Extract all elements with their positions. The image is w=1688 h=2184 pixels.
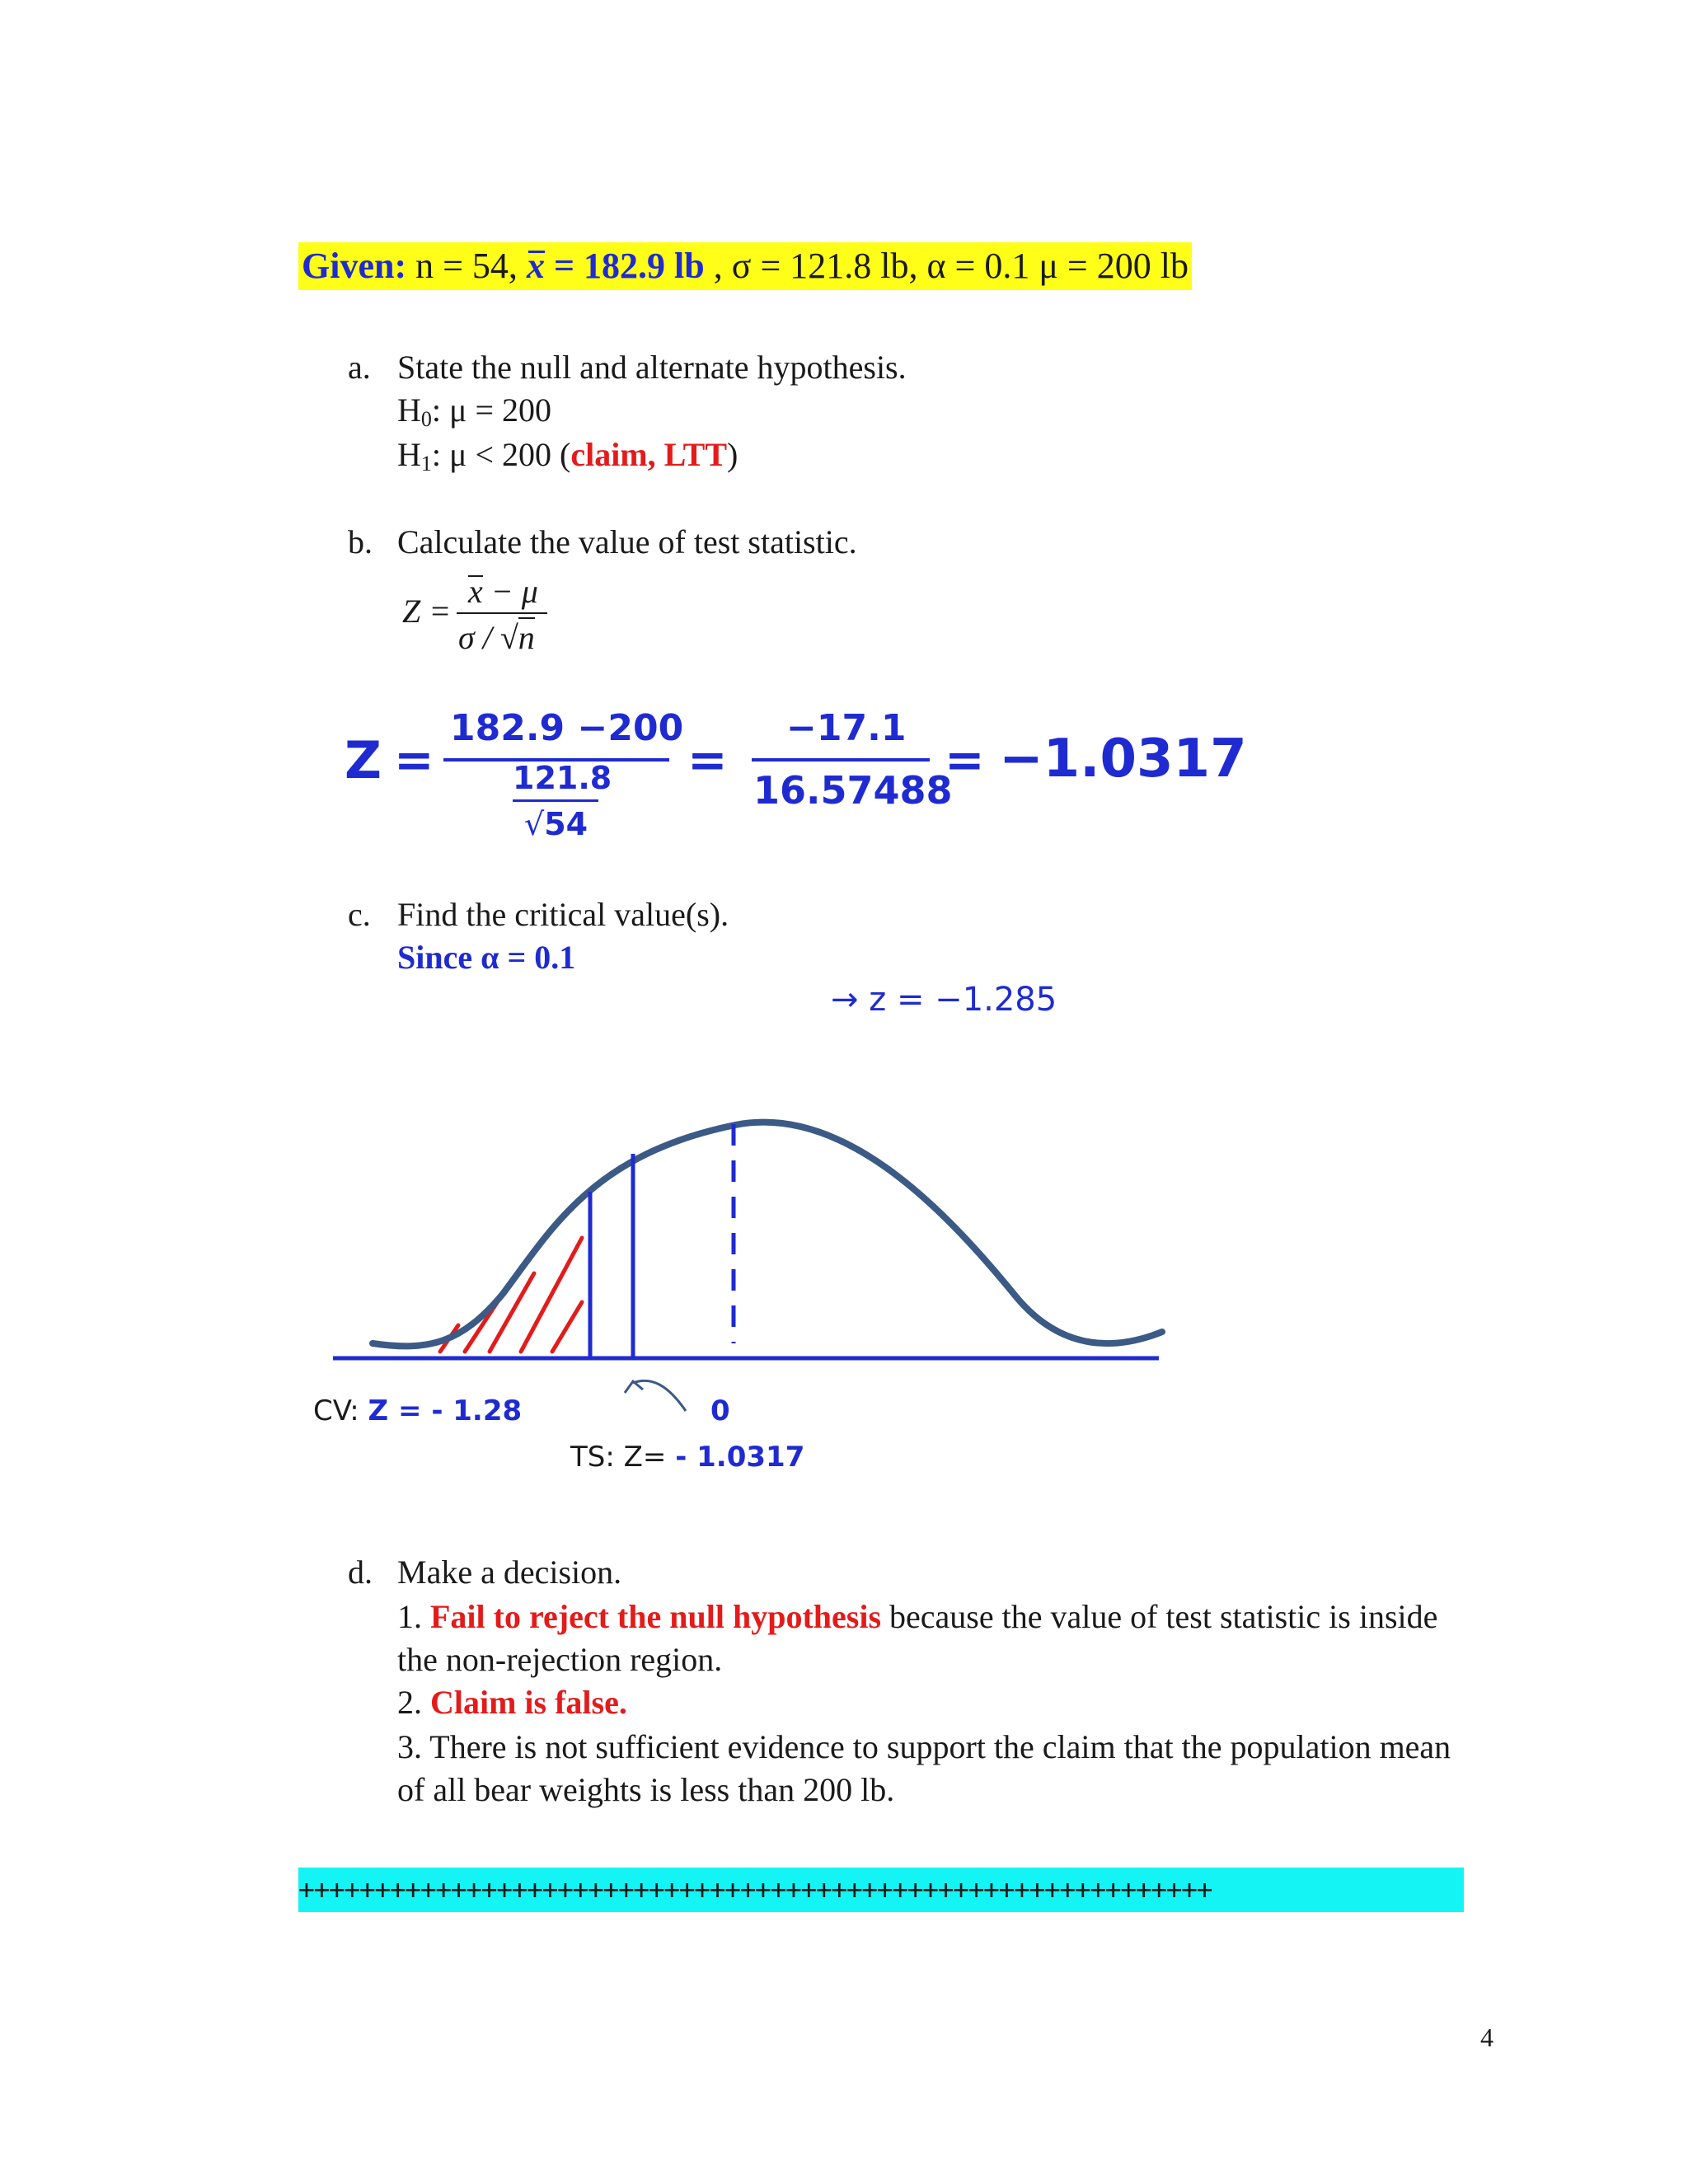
calc-eq2: = (687, 732, 728, 788)
decision-item-1-cont: the non-rejection region. (397, 1641, 723, 1678)
page-number: 4 (1480, 2022, 1493, 2052)
cv-label: CV: Z = - 1.28 (313, 1394, 523, 1427)
given-line (298, 242, 1192, 290)
calc-fraction-bar-2 (752, 758, 930, 762)
formula-fraction-bar (457, 612, 547, 614)
calc-z: Z (345, 730, 382, 790)
decision-item-3: 3. There is not sufficient evidence to support the claim that the population mean (397, 1728, 1451, 1765)
given-rest: , σ = 121.8 lb, α = 0.1 μ = 200 lb (713, 246, 1189, 286)
critical-z: → z = −1.285 (831, 981, 1057, 1019)
calc-eq3: = (945, 732, 985, 788)
calc-numerator: 182.9 −200 (450, 707, 684, 749)
formula-numerator: x − μ (468, 573, 538, 610)
part-c-label: c. (348, 896, 371, 933)
formula-denominator: σ / √n (458, 619, 535, 656)
null-hypothesis: $H_0$: μ = 200 (397, 391, 552, 431)
part-d-prompt: Make a decision. (397, 1554, 622, 1591)
decision-item-1: 1. Fail to reject the null hypothesis because the value of test statistic is inside (397, 1598, 1438, 1635)
ts-label: TS: Z= - 1.0317 (570, 1441, 805, 1474)
calc-inner-denominator: √54 (524, 806, 588, 842)
given-xbar-symbol: x (527, 242, 545, 290)
decision-item-3-cont: of all bear weights is less than 200 lb. (397, 1771, 895, 1808)
decision-item-2: 2. Claim is false. (397, 1684, 627, 1721)
zero-label: 0 (710, 1394, 730, 1427)
part-b-label: b. (348, 523, 373, 560)
pointer-arrow (633, 1380, 686, 1411)
calc-inner-fraction-bar (513, 799, 598, 802)
claim-ltt: claim, LTT (570, 436, 727, 473)
alternate-hypothesis: $H_1$: μ < 200 (claim, LTT) (397, 436, 738, 476)
pointer-arrowhead (625, 1381, 643, 1393)
calc-result: −1.0317 (999, 729, 1247, 790)
calc-eq1: = (394, 732, 434, 788)
part-d-label: d. (348, 1554, 373, 1591)
plus-separator: ++++++++++++++++++++++++++++++++++++++++++++++++++++++++++++ (298, 1868, 1464, 1912)
given-label: Given: (302, 246, 407, 286)
given-n: n = 54, (415, 246, 518, 286)
part-c-prompt: Find the critical value(s). (397, 896, 729, 933)
given-xbar-value: = 182.9 lb (544, 246, 705, 286)
calc-numerator-2: −17.1 (786, 707, 907, 749)
part-b-prompt: Calculate the value of test statistic. (397, 523, 857, 560)
part-a-label: a. (348, 349, 371, 386)
formula-lhs: Z = (402, 593, 452, 630)
calc-inner-numerator: 121.8 (513, 760, 612, 796)
calc-denominator-2: 16.57488 (753, 768, 953, 813)
since-alpha: Since α = 0.1 (397, 939, 576, 976)
part-a-prompt: State the null and alternate hypothesis. (397, 349, 907, 386)
